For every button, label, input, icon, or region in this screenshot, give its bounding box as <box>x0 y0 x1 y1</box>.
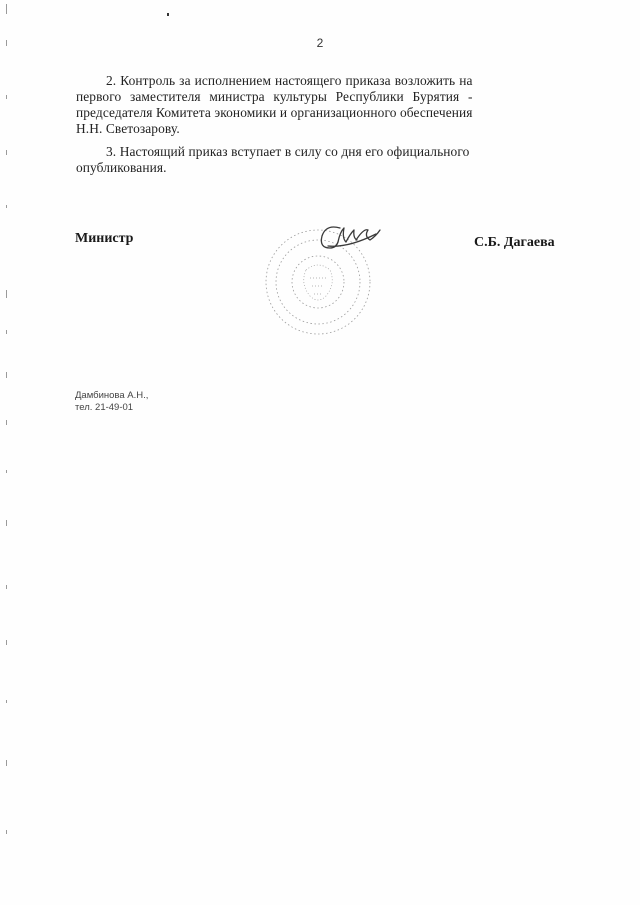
paragraph-control <box>76 73 473 137</box>
paragraph-line: председателя Комитета экономики и организационного обеспечения <box>76 105 473 120</box>
paragraph-line: 2. Контроль за исполнением настоящего приказа возложить на <box>106 73 473 88</box>
scan-edge-artifact <box>6 0 10 905</box>
official-seal-with-signature <box>258 212 388 342</box>
executor-name: Дамбинова А.Н., <box>75 390 149 401</box>
executor-info <box>75 390 148 414</box>
paragraph-effective-date <box>76 144 469 176</box>
page-number: 2 <box>316 36 324 50</box>
signatory-title: Министр <box>75 231 134 246</box>
paragraph-line: опубликования. <box>76 160 167 175</box>
paragraph-line: Н.Н. Светозарову. <box>76 121 180 136</box>
paragraph-line: 3. Настоящий приказ вступает в силу со дня его официального <box>106 144 470 159</box>
signatory-name: С.Б. Дагаева <box>474 235 555 250</box>
paragraph-line: первого заместителя министра культуры Республики Бурятия - <box>76 89 473 104</box>
executor-phone: тел. 21-49-01 <box>75 402 134 413</box>
scan-speck <box>167 13 169 16</box>
